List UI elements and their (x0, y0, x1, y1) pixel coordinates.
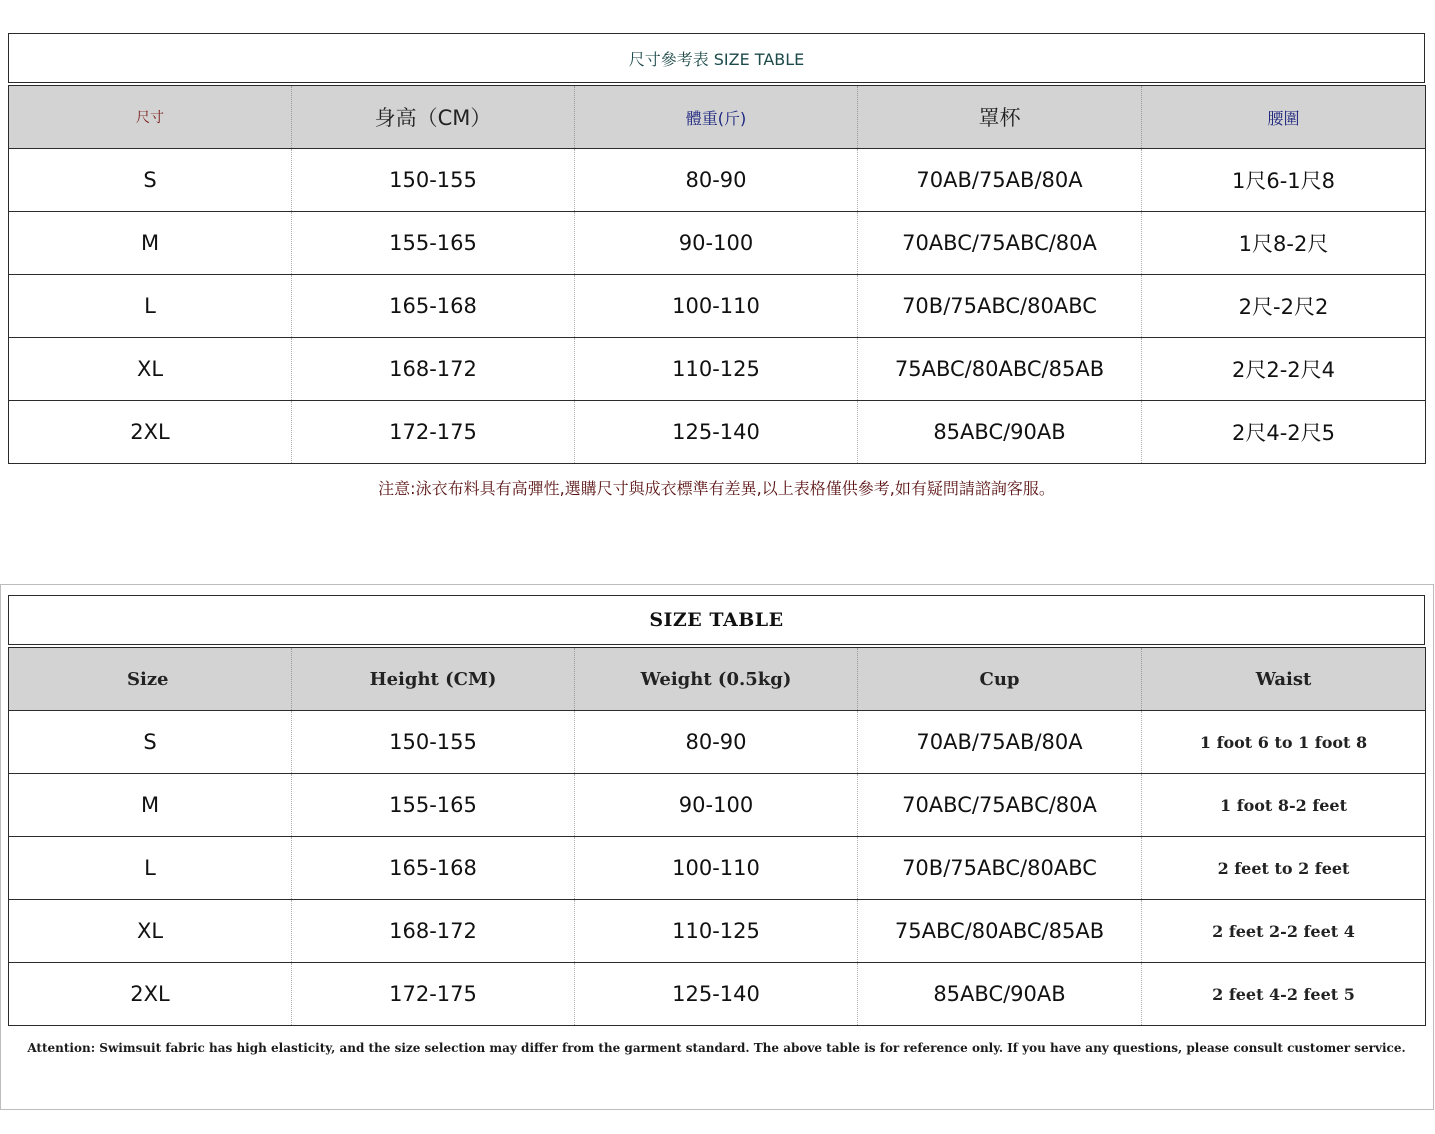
cell-cup: 70ABC/75ABC/80A (858, 212, 1142, 275)
cell-size: 2XL (9, 963, 292, 1026)
cell-waist: 1尺6-1尺8 (1142, 149, 1426, 212)
cell-waist: 2尺-2尺2 (1142, 275, 1426, 338)
cell-height: 155-165 (292, 774, 575, 837)
table-title: SIZE TABLE (649, 609, 784, 631)
cell-cup: 70AB/75AB/80A (858, 711, 1142, 774)
cell-size: M (9, 774, 292, 837)
cell-size: XL (9, 338, 292, 401)
cell-cup: 70B/75ABC/80ABC (858, 275, 1142, 338)
header-waist: Waist (1142, 648, 1426, 711)
header-weight: 體重(斤) (575, 86, 858, 149)
size-table (8, 647, 1426, 1026)
cell-cup: 70AB/75AB/80A (858, 149, 1142, 212)
header-waist: 腰圍 (1142, 86, 1426, 149)
cell-waist: 1 foot 8-2 feet (1142, 774, 1426, 837)
header-size: Size (9, 648, 292, 711)
cell-waist: 2尺2-2尺4 (1142, 338, 1426, 401)
header-height: Height (CM) (292, 648, 575, 711)
header-row (9, 648, 1426, 711)
table-title: 尺寸參考表 SIZE TABLE (628, 49, 805, 69)
table-row (9, 837, 1426, 900)
cell-cup: 85ABC/90AB (858, 963, 1142, 1026)
cell-height: 168-172 (292, 338, 575, 401)
cell-cup: 85ABC/90AB (858, 401, 1142, 464)
cell-waist: 2 feet to 2 feet (1142, 837, 1426, 900)
table-row (9, 338, 1426, 401)
attention-note: Attention: Swimsuit fabric has high elasticity, and the size selection may differ from the garment standard. The above table is for reference only. If you have any questions, please consult customer service. (27, 1041, 1406, 1055)
cell-weight: 110-125 (575, 338, 858, 401)
cell-height: 172-175 (292, 401, 575, 464)
cell-height: 150-155 (292, 149, 575, 212)
cell-waist: 2尺4-2尺5 (1142, 401, 1426, 464)
size-table-chinese (8, 33, 1425, 499)
table-row (9, 774, 1426, 837)
size-table (8, 85, 1426, 464)
table-row (9, 900, 1426, 963)
cell-height: 165-168 (292, 275, 575, 338)
table-row (9, 275, 1426, 338)
cell-weight: 100-110 (575, 275, 858, 338)
table-row (9, 212, 1426, 275)
header-height: 身高（CM） (292, 86, 575, 149)
cell-waist: 1 foot 6 to 1 foot 8 (1142, 711, 1426, 774)
cell-height: 172-175 (292, 963, 575, 1026)
cell-weight: 100-110 (575, 837, 858, 900)
cell-size: S (143, 730, 157, 754)
cell-height: 165-168 (292, 837, 575, 900)
cell-weight: 90-100 (575, 212, 858, 275)
table-row (9, 149, 1426, 212)
header-row (9, 86, 1426, 149)
cell-weight: 125-140 (575, 401, 858, 464)
cell-height: 150-155 (292, 711, 575, 774)
cell-size: 2XL (9, 401, 292, 464)
cell-waist: 2 feet 4-2 feet 5 (1142, 963, 1426, 1026)
cell-size: XL (9, 900, 292, 963)
cell-height: 168-172 (292, 900, 575, 963)
cell-weight: 125-140 (575, 963, 858, 1026)
header-weight: Weight (0.5kg) (575, 648, 858, 711)
cell-size: L (9, 275, 292, 338)
table-row (9, 711, 1426, 774)
cell-cup: 70ABC/75ABC/80A (858, 774, 1142, 837)
cell-weight: 80-90 (575, 711, 858, 774)
cell-weight: 80-90 (575, 149, 858, 212)
cell-size: L (9, 837, 292, 900)
table-row (9, 401, 1426, 464)
cell-size: M (9, 212, 292, 275)
header-size: 尺寸 (9, 86, 292, 149)
header-cup: 罩杯 (858, 86, 1142, 149)
size-table-english (8, 595, 1425, 1055)
table-title-box (8, 33, 1425, 83)
cell-weight: 90-100 (575, 774, 858, 837)
cell-weight: 110-125 (575, 900, 858, 963)
cell-cup: 75ABC/80ABC/85AB (858, 338, 1142, 401)
table-row (9, 963, 1426, 1026)
table-title-box (8, 595, 1425, 645)
cell-height: 155-165 (292, 212, 575, 275)
header-cup: Cup (858, 648, 1142, 711)
cell-cup: 70B/75ABC/80ABC (858, 837, 1142, 900)
cell-waist: 1尺8-2尺 (1142, 212, 1426, 275)
cell-size: S (143, 168, 157, 192)
cell-cup: 75ABC/80ABC/85AB (858, 900, 1142, 963)
cell-waist: 2 feet 2-2 feet 4 (1142, 900, 1426, 963)
attention-note: 注意:泳衣布料具有高彈性,選購尺寸與成衣標準有差異,以上表格僅供參考,如有疑問請諮詢客服。 (378, 479, 1055, 498)
